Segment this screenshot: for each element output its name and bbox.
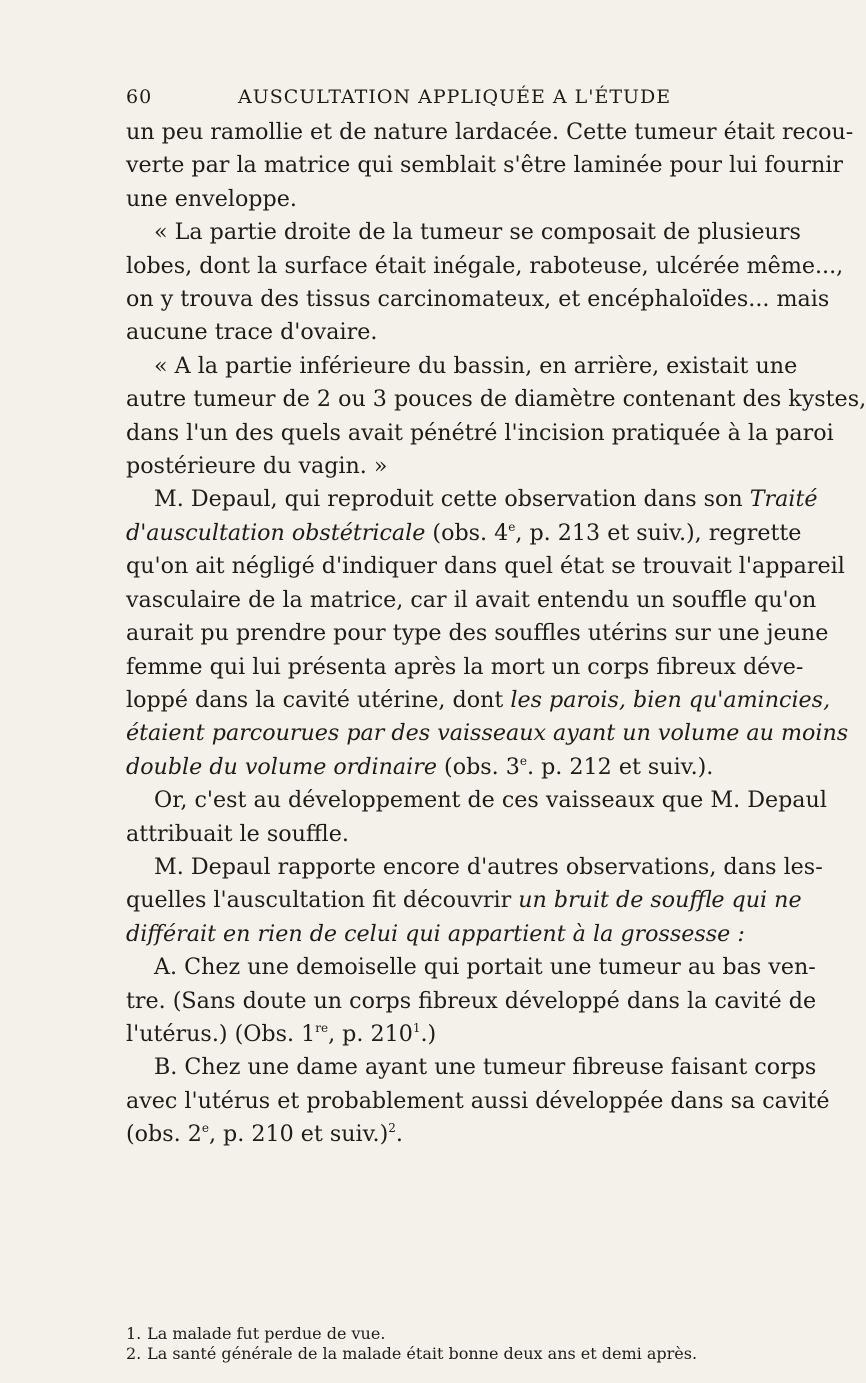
text-segment: (obs. 4 [425, 519, 509, 546]
text-line [126, 483, 818, 516]
paragraph [126, 951, 817, 1051]
footnote-ref: 2 [388, 1121, 396, 1136]
paragraph [126, 851, 823, 951]
italic-title: Traité [749, 486, 818, 513]
text-line: un peu ramollie et de nature lardacée. Cette tumeur était recou- [126, 119, 854, 145]
text-segment: , p. 210 [328, 1020, 413, 1047]
text-line: femme qui lui présenta après la mort un corps fibreux déve- [126, 653, 804, 680]
footnote-ref: 1 [412, 1020, 421, 1035]
paragraph [126, 784, 827, 851]
text-line: une enveloppe. [126, 185, 297, 212]
paragraph [126, 1051, 830, 1151]
text-line [126, 884, 802, 917]
body-text [126, 116, 866, 1152]
text-segment: . p. 212 et suiv.). [527, 753, 714, 780]
text-line: autre tumeur de 2 ou 3 pouces de diamètre contenant des kystes, [126, 386, 866, 413]
italic-quote: double du volume ordinaire [126, 753, 437, 780]
text-line [126, 751, 732, 784]
text-segment: .) [420, 1020, 437, 1047]
paragraph [126, 483, 849, 784]
text-segment: M. Depaul, qui reproduit cette observation dans son [154, 486, 750, 513]
superscript: e [201, 1121, 209, 1136]
text-line: aurait pu prendre pour type des souffles utérins sur une jeune [126, 620, 829, 647]
text-line: Or, c'est au développement de ces vaisseaux que M. Depaul [154, 787, 827, 814]
footnotes [126, 1324, 732, 1364]
footnote [126, 1344, 732, 1364]
text-segment: quelles l'auscultation fit découvrir [126, 887, 519, 914]
italic-title: d'auscultation obstétricale [126, 519, 426, 546]
text-line: « A la partie inférieure du bassin, en arrière, existait une [154, 352, 798, 379]
page-number: 60 [126, 86, 153, 108]
text-line [126, 517, 802, 550]
paragraph [126, 116, 854, 216]
paragraph [126, 216, 844, 350]
text-line: qu'on ait négligé d'indiquer dans quel état se trouvait l'appareil [126, 553, 845, 580]
running-header [126, 86, 726, 114]
running-title: AUSCULTATION APPLIQUÉE A L'ÉTUDE [238, 86, 672, 108]
text-segment: , p. 213 et suiv.), regrette [515, 519, 802, 546]
footnote-text: La santé générale de la malade était bonne deux ans et demi après. [147, 1344, 698, 1363]
footnote-text: La malade fut perdue de vue. [147, 1324, 386, 1343]
italic-quote-line: différait en rien de celui qui appartient à la grossesse : [126, 920, 745, 947]
italic-quote: les parois, bien qu'amincies, [510, 686, 831, 713]
text-line: on y trouva des tissus carcinomateux, et encéphaloïdes... mais [126, 286, 830, 313]
text-line: « La partie droite de la tumeur se composait de plusieurs [154, 219, 801, 246]
paragraph [126, 350, 866, 484]
text-line: lobes, dont la surface était inégale, raboteuse, ulcérée même..., [126, 252, 844, 279]
text-segment: . [395, 1121, 403, 1148]
text-line: postérieure du vagin. » [126, 453, 388, 480]
italic-quote-line: étaient parcourues par des vaisseaux ayant un volume au moins [126, 720, 849, 747]
footnote [126, 1324, 732, 1344]
text-line: M. Depaul rapporte encore d'autres observations, dans les- [154, 853, 823, 880]
text-line [126, 1118, 732, 1151]
text-segment: l'utérus.) (Obs. 1 [126, 1020, 316, 1047]
text-segment: (obs. 2 [126, 1121, 202, 1148]
superscript: re [315, 1020, 329, 1035]
text-line: tre. (Sans doute un corps fibreux développé dans la cavité de [126, 987, 817, 1014]
text-line: A. Chez une demoiselle qui portait une tumeur au bas ven- [154, 954, 816, 981]
text-segment: loppé dans la cavité utérine, dont [126, 686, 511, 713]
text-line: B. Chez une dame ayant une tumeur fibreuse faisant corps [154, 1054, 817, 1081]
text-line [126, 684, 831, 717]
italic-quote: un bruit de souffle qui ne [518, 887, 802, 914]
text-segment: (obs. 3 [437, 753, 520, 780]
text-line [126, 1018, 732, 1051]
text-line: aucune trace d'ovaire. [126, 319, 378, 346]
footnote-mark: 1. [126, 1324, 142, 1343]
text-line: verte par la matrice qui semblait s'être laminée pour lui fournir [126, 152, 844, 179]
text-line: avec l'utérus et probablement aussi développée dans sa cavité [126, 1087, 830, 1114]
text-segment: , p. 210 et suiv.) [208, 1121, 389, 1148]
text-line: vasculaire de la matrice, car il avait entendu un souffle qu'on [126, 586, 817, 613]
superscript: e [508, 519, 516, 534]
superscript: e [519, 753, 527, 768]
footnote-mark: 2. [126, 1344, 142, 1363]
text-line: dans l'un des quels avait pénétré l'incision pratiquée à la paroi [126, 419, 834, 446]
text-line: attribuait le souffle. [126, 820, 349, 847]
